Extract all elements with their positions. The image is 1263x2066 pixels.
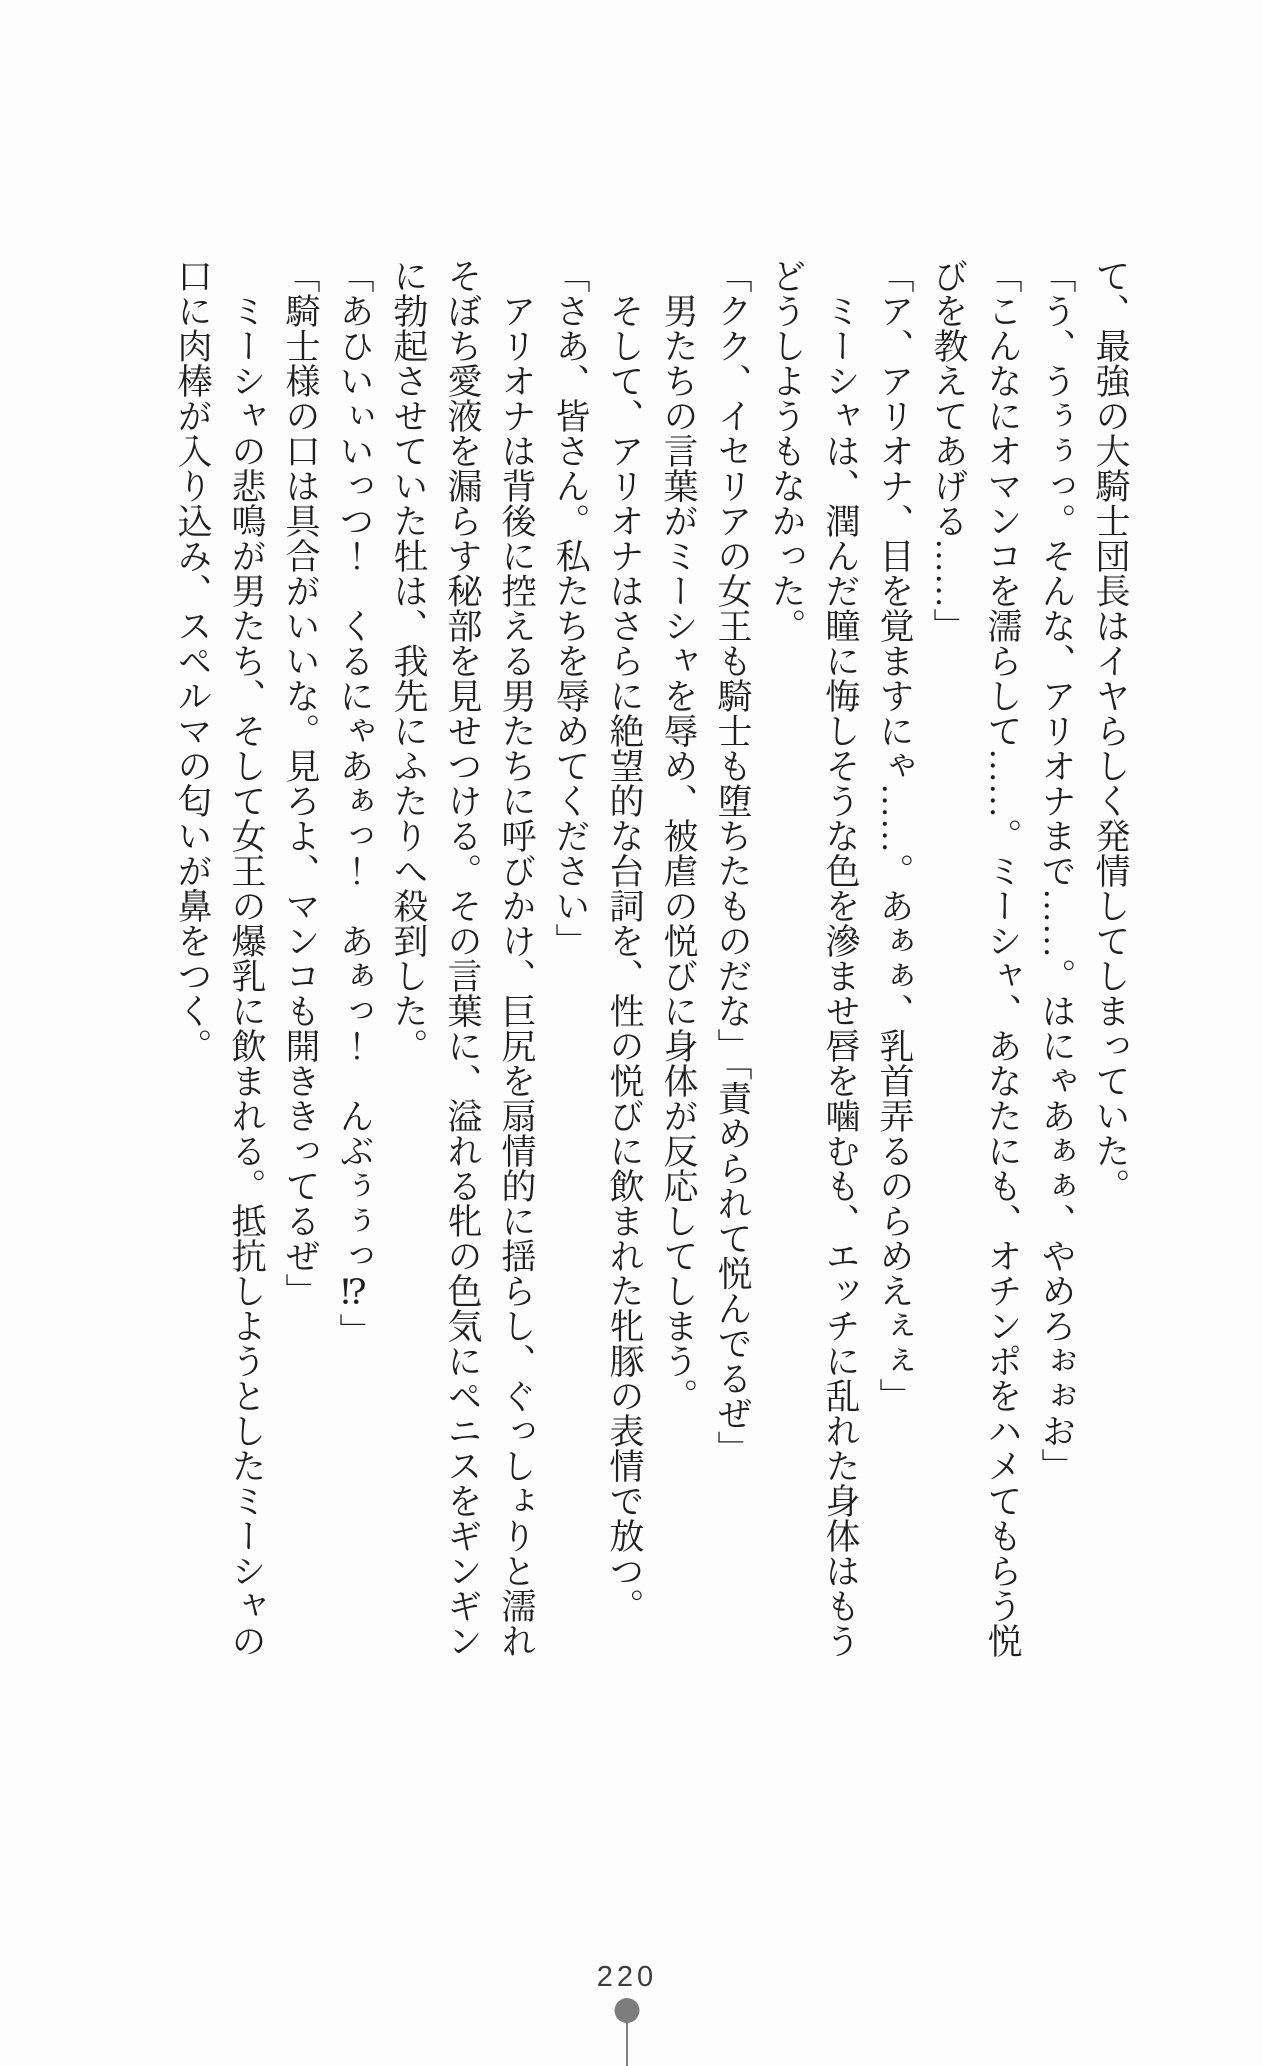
text-column: 「ア、アリオナ、目を覚ますにゃ……。あぁぁ、乳首弄るのらめえぇぇ」 (875, 258, 914, 1413)
text-column: 「さあ、皆さん。私たちを辱めてください」 (551, 258, 590, 958)
page-text (165, 258, 1137, 1738)
text-column: て、最強の大騎士団長はイヤらしく発情してしまっていた。 (1091, 258, 1130, 1203)
text-column: そして、アリオナはさらに絶望的な台詞を、性の悦びに飲まれた牝豚の表情で放つ。 (605, 258, 644, 1623)
text-column: 「う、うぅぅっ。そんな、アリオナまで……。はにゃあぁぁ、やめろぉぉお」 (1037, 258, 1076, 1483)
text-column: ミーシャは、潤んだ瞳に悔しそうな色を滲ませ唇を噛むも、エッチに乱れた身体はもう (821, 258, 860, 1658)
text-column: に勃起させていた牡は、我先にふたりへ殺到した。 (389, 258, 428, 1063)
text-column: 「あひいぃいっつ！ くるにゃあぁっ！ あぁっ！ んぶぅぅっ⁉」 (335, 258, 374, 1348)
text-column: アリオナは背後に控える男たちに呼びかけ、巨尻を扇情的に揺らし、ぐっしょりと濡れ (497, 258, 536, 1658)
text-column: 「クク、イセリアの女王も騎士も堕ちたものだな」「責められて悦んでるぜ」 (713, 258, 752, 1466)
page-number: 220 (596, 1961, 658, 1993)
footer-ornament-line (626, 2020, 628, 2066)
text-column: びを教えてあげる……」 (929, 258, 968, 643)
text-column: 男たちの言葉がミーシャを辱め、被虐の悦びに身体が反応してしまう。 (659, 258, 698, 1413)
text-column: どうしようもなかった。 (767, 258, 806, 643)
text-column: 「こんなにオマンコを濡らして……。ミーシャ、あなたにも、オチンポをハメてもらう悦 (983, 258, 1022, 1658)
text-column: 「騎士様の口は具合がいいな。見ろよ、マンコも開ききってるぜ」 (281, 258, 320, 1308)
text-column: 口に肉棒が入り込み、スペルマの匂いが鼻をつく。 (173, 258, 212, 1063)
text-column: そぼち愛液を漏らす秘部を見せつける。その言葉に、溢れる牝の色気にペニスをギンギン (443, 258, 482, 1658)
text-column: ミーシャの悲鳴が男たち、そして女王の爆乳に飲まれる。抵抗しようとしたミーシャの (227, 258, 266, 1658)
